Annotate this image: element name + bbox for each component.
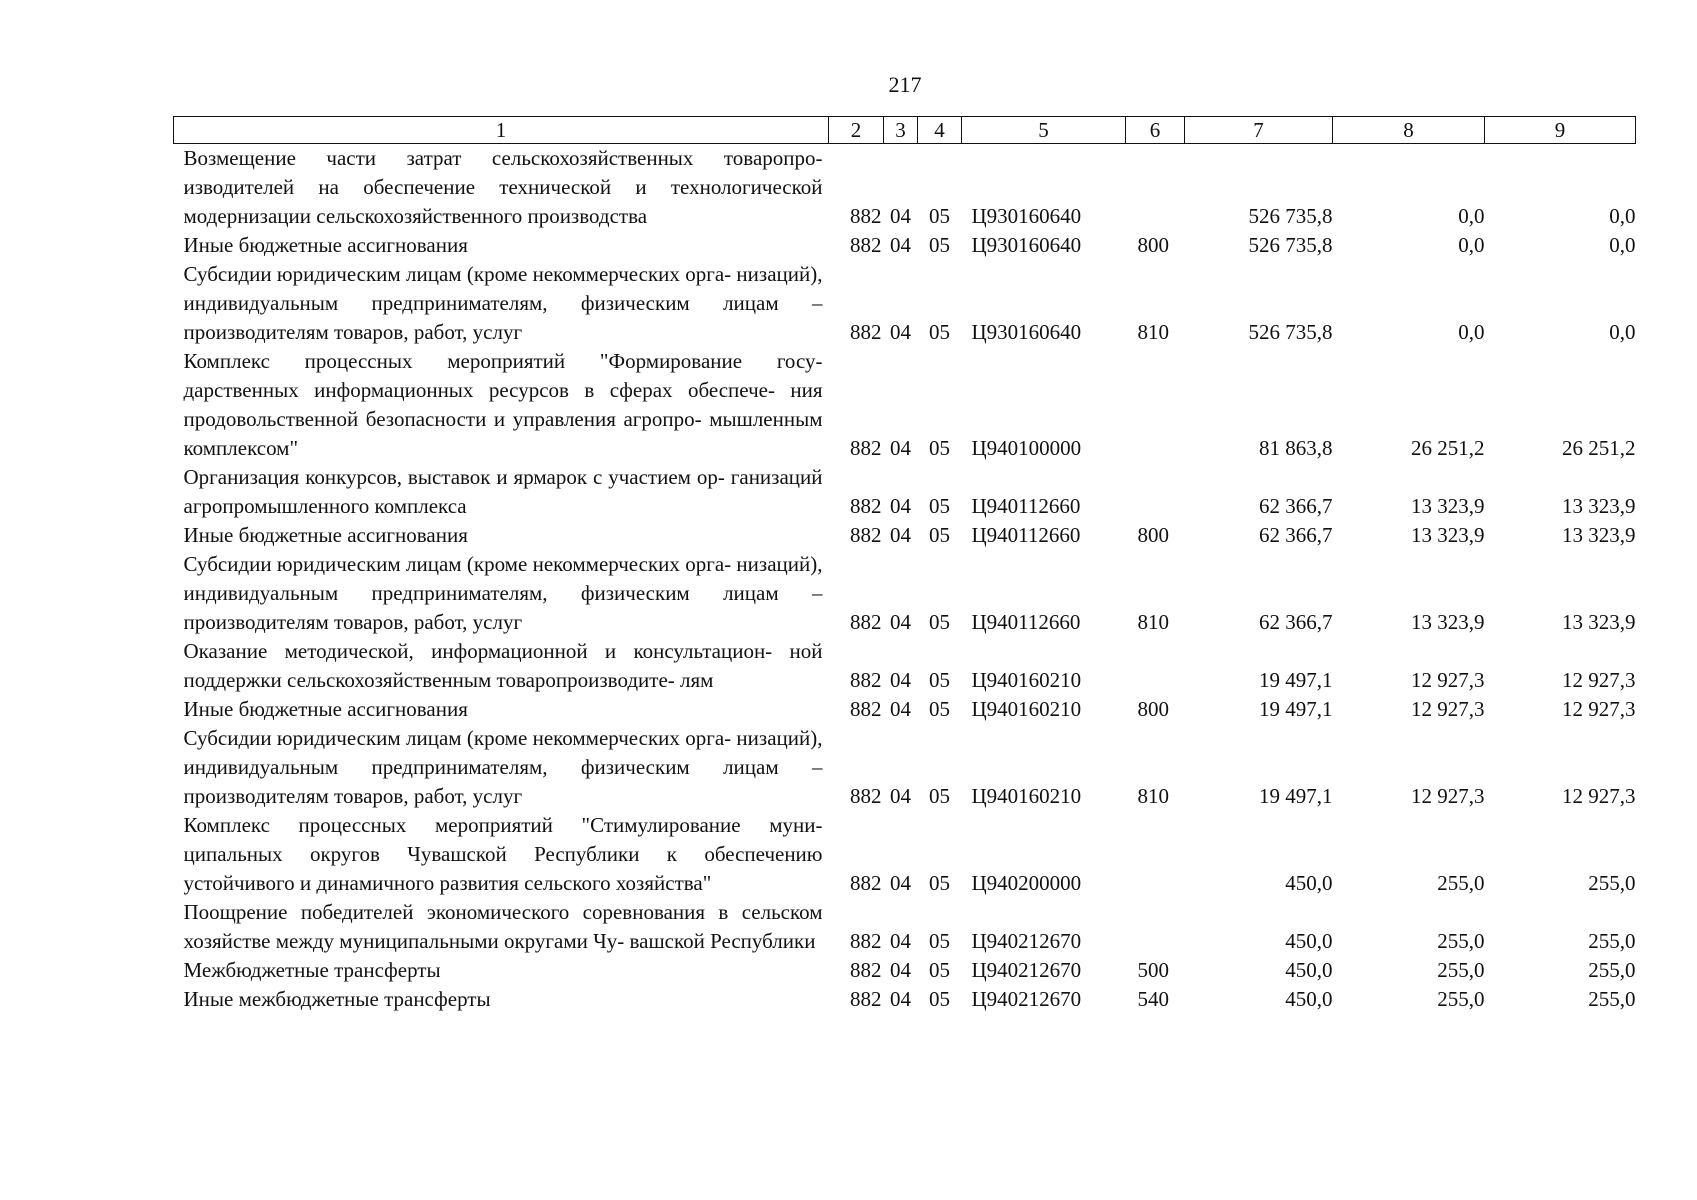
row-grbs-code: 882 [850,784,882,808]
row-subsection-code: 05 [929,784,950,808]
row-section-code: 04 [890,233,911,257]
row-amount-col8: 0,0 [1458,204,1485,228]
row-amount-col7: 526 735,8 [1248,233,1333,257]
table-body [174,144,1636,1015]
row-amount-col7: 19 497,1 [1259,697,1333,721]
row-amount-col7: 450,0 [1285,987,1333,1011]
row-amount-col8: 0,0 [1458,320,1485,344]
row-section-code: 04 [890,610,911,634]
row-amount-col9: 13 323,9 [1562,523,1636,547]
row-target-article: Ц940112660 [971,523,1081,547]
row-amount-col7: 526 735,8 [1248,320,1333,344]
row-amount-col9: 12 927,3 [1562,668,1636,692]
row-target-article: Ц940200000 [971,871,1082,895]
row-target-article: Ц940212670 [971,958,1082,982]
row-grbs-code: 882 [850,204,882,228]
row-grbs-code: 882 [850,320,882,344]
row-amount-col9: 255,0 [1588,958,1636,982]
row-amount-col9: 12 927,3 [1562,697,1636,721]
table-row [174,260,1636,347]
row-section-code: 04 [890,320,911,344]
row-amount-col7: 450,0 [1285,929,1333,953]
row-target-article: Ц940212670 [971,987,1082,1011]
row-amount-col9: 13 323,9 [1562,610,1636,634]
row-amount-col7: 19 497,1 [1259,668,1333,692]
table-row [174,811,1636,898]
row-expense-type: 800 [1137,233,1169,257]
row-amount-col7: 62 366,7 [1259,523,1333,547]
row-section-code: 04 [890,987,911,1011]
row-target-article: Ц940160210 [971,668,1082,692]
row-grbs-code: 882 [850,929,882,953]
row-expense-type: 800 [1137,697,1169,721]
row-amount-col8: 26 251,2 [1411,436,1485,460]
row-name: Иные бюджетные ассигнования [183,233,468,257]
table-row [174,898,1636,956]
row-amount-col8: 0,0 [1458,233,1485,257]
row-name: Оказание методической, информационной и консультацион- ной поддержки сельскохозяйственным товаропроизводите- лям [183,639,823,692]
row-target-article: Ц930160640 [971,204,1082,228]
row-expense-type [1126,811,1185,898]
row-expense-type [1126,637,1185,695]
table-row [174,463,1636,521]
row-subsection-code: 05 [929,871,950,895]
row-name: Поощрение победителей экономического соревнования в сельском хозяйстве между муниципальными округами Чу- вашской Республики [183,900,823,953]
row-subsection-code: 05 [929,436,950,460]
table-row [174,521,1636,550]
row-amount-col9: 13 323,9 [1562,494,1636,518]
row-amount-col7: 62 366,7 [1259,494,1333,518]
row-amount-col9: 255,0 [1588,987,1636,1011]
row-amount-col8: 13 323,9 [1411,494,1485,518]
row-amount-col7: 450,0 [1285,958,1333,982]
row-grbs-code: 882 [850,697,882,721]
row-grbs-code: 882 [850,610,882,634]
row-subsection-code: 05 [929,697,950,721]
row-name: Межбюджетные трансферты [183,958,441,982]
header-row [174,117,1636,144]
row-expense-type [1126,898,1185,956]
row-target-article: Ц930160640 [971,233,1082,257]
row-amount-col7: 62 366,7 [1259,610,1333,634]
row-expense-type: 800 [1137,523,1169,547]
table-row [174,550,1636,637]
row-grbs-code: 882 [850,871,882,895]
row-grbs-code: 882 [850,987,882,1011]
header-col-9: 9 [1485,117,1636,144]
row-amount-col8: 13 323,9 [1411,523,1485,547]
row-amount-col8: 13 323,9 [1411,610,1485,634]
row-section-code: 04 [890,494,911,518]
row-expense-type: 500 [1137,958,1169,982]
row-subsection-code: 05 [929,987,950,1011]
row-amount-col8: 12 927,3 [1411,784,1485,808]
row-amount-col7: 81 863,8 [1259,436,1333,460]
row-name: Субсидии юридическим лицам (кроме некоммерческих орга- низаций), индивидуальным предпринимателям, физическим лицам – производителям товаров, работ, услуг [183,262,823,344]
row-name: Комплекс процессных мероприятий "Стимулирование муни- ципальных округов Чувашской Республики к обеспечению устойчивого и динамичного развития сельского хозяйства" [183,813,823,895]
row-expense-type: 810 [1137,784,1169,808]
row-subsection-code: 05 [929,958,950,982]
header-col-3: 3 [884,117,918,144]
table-row [174,637,1636,695]
row-expense-type: 810 [1137,610,1169,634]
row-grbs-code: 882 [850,233,882,257]
row-amount-col7: 450,0 [1285,871,1333,895]
row-name: Иные бюджетные ассигнования [183,697,468,721]
row-amount-col8: 255,0 [1437,929,1485,953]
row-name: Субсидии юридическим лицам (кроме некоммерческих орга- низаций), индивидуальным предпринимателям, физическим лицам – производителям товаров, работ, услуг [183,726,823,808]
row-amount-col9: 255,0 [1588,871,1636,895]
row-name: Возмещение части затрат сельскохозяйственных товаропро- изводителей на обеспечение технической и технологической модернизации сельскохозяйственного производства [183,146,823,228]
row-target-article: Ц940212670 [971,929,1082,953]
row-subsection-code: 05 [929,233,950,257]
row-name: Организация конкурсов, выставок и ярмарок с участием ор- ганизаций агропромышленного комплекса [183,465,823,518]
table-row [174,695,1636,724]
row-amount-col7: 19 497,1 [1259,784,1333,808]
row-section-code: 04 [890,523,911,547]
row-amount-col8: 255,0 [1437,987,1485,1011]
row-subsection-code: 05 [929,494,950,518]
row-amount-col8: 12 927,3 [1411,668,1485,692]
header-col-6: 6 [1126,117,1185,144]
row-grbs-code: 882 [850,668,882,692]
table-row [174,144,1636,232]
row-subsection-code: 05 [929,668,950,692]
row-grbs-code: 882 [850,494,882,518]
row-target-article: Ц940112660 [971,494,1081,518]
row-subsection-code: 05 [929,610,950,634]
row-target-article: Ц940160210 [971,697,1082,721]
row-section-code: 04 [890,436,911,460]
row-section-code: 04 [890,204,911,228]
row-subsection-code: 05 [929,929,950,953]
row-grbs-code: 882 [850,958,882,982]
page-number: 217 [888,72,922,97]
header-col-7: 7 [1185,117,1333,144]
header-col-2: 2 [829,117,884,144]
table-header [174,117,1636,144]
row-grbs-code: 882 [850,436,882,460]
row-amount-col9: 0,0 [1609,233,1636,257]
row-grbs-code: 882 [850,523,882,547]
row-amount-col9: 26 251,2 [1562,436,1636,460]
row-section-code: 04 [890,784,911,808]
header-col-4: 4 [918,117,962,144]
row-expense-type: 810 [1137,320,1169,344]
budget-table [173,116,1636,1014]
row-amount-col7: 526 735,8 [1248,204,1333,228]
row-subsection-code: 05 [929,320,950,344]
header-col-1: 1 [174,117,829,144]
row-amount-col9: 255,0 [1588,929,1636,953]
row-target-article: Ц930160640 [971,320,1082,344]
table-row [174,956,1636,985]
row-name: Иные бюджетные ассигнования [183,523,468,547]
row-amount-col8: 12 927,3 [1411,697,1485,721]
row-amount-col9: 0,0 [1609,204,1636,228]
table-row [174,724,1636,811]
row-target-article: Ц940112660 [971,610,1081,634]
row-name: Иные межбюджетные трансферты [183,987,491,1011]
row-target-article: Ц940160210 [971,784,1082,808]
row-name: Субсидии юридическим лицам (кроме некоммерческих орга- низаций), индивидуальным предпринимателям, физическим лицам – производителям товаров, работ, услуг [183,552,823,634]
table-row [174,985,1636,1014]
header-col-5: 5 [962,117,1126,144]
row-expense-type: 540 [1137,987,1169,1011]
row-expense-type [1126,463,1185,521]
table-row [174,347,1636,463]
row-section-code: 04 [890,871,911,895]
row-subsection-code: 05 [929,204,950,228]
row-section-code: 04 [890,668,911,692]
row-section-code: 04 [890,929,911,953]
row-target-article: Ц940100000 [971,436,1082,460]
row-section-code: 04 [890,697,911,721]
header-col-8: 8 [1333,117,1485,144]
row-amount-col8: 255,0 [1437,871,1485,895]
row-amount-col9: 0,0 [1609,320,1636,344]
row-amount-col8: 255,0 [1437,958,1485,982]
row-expense-type [1126,144,1185,232]
row-subsection-code: 05 [929,523,950,547]
row-expense-type [1126,347,1185,463]
row-section-code: 04 [890,958,911,982]
row-name: Комплекс процессных мероприятий "Формирование госу- дарственных информационных ресурсов в сферах обеспече- ния продовольственной безопасности и управления агропро- мышленным комплексом" [183,349,823,460]
table-row [174,231,1636,260]
row-amount-col9: 12 927,3 [1562,784,1636,808]
